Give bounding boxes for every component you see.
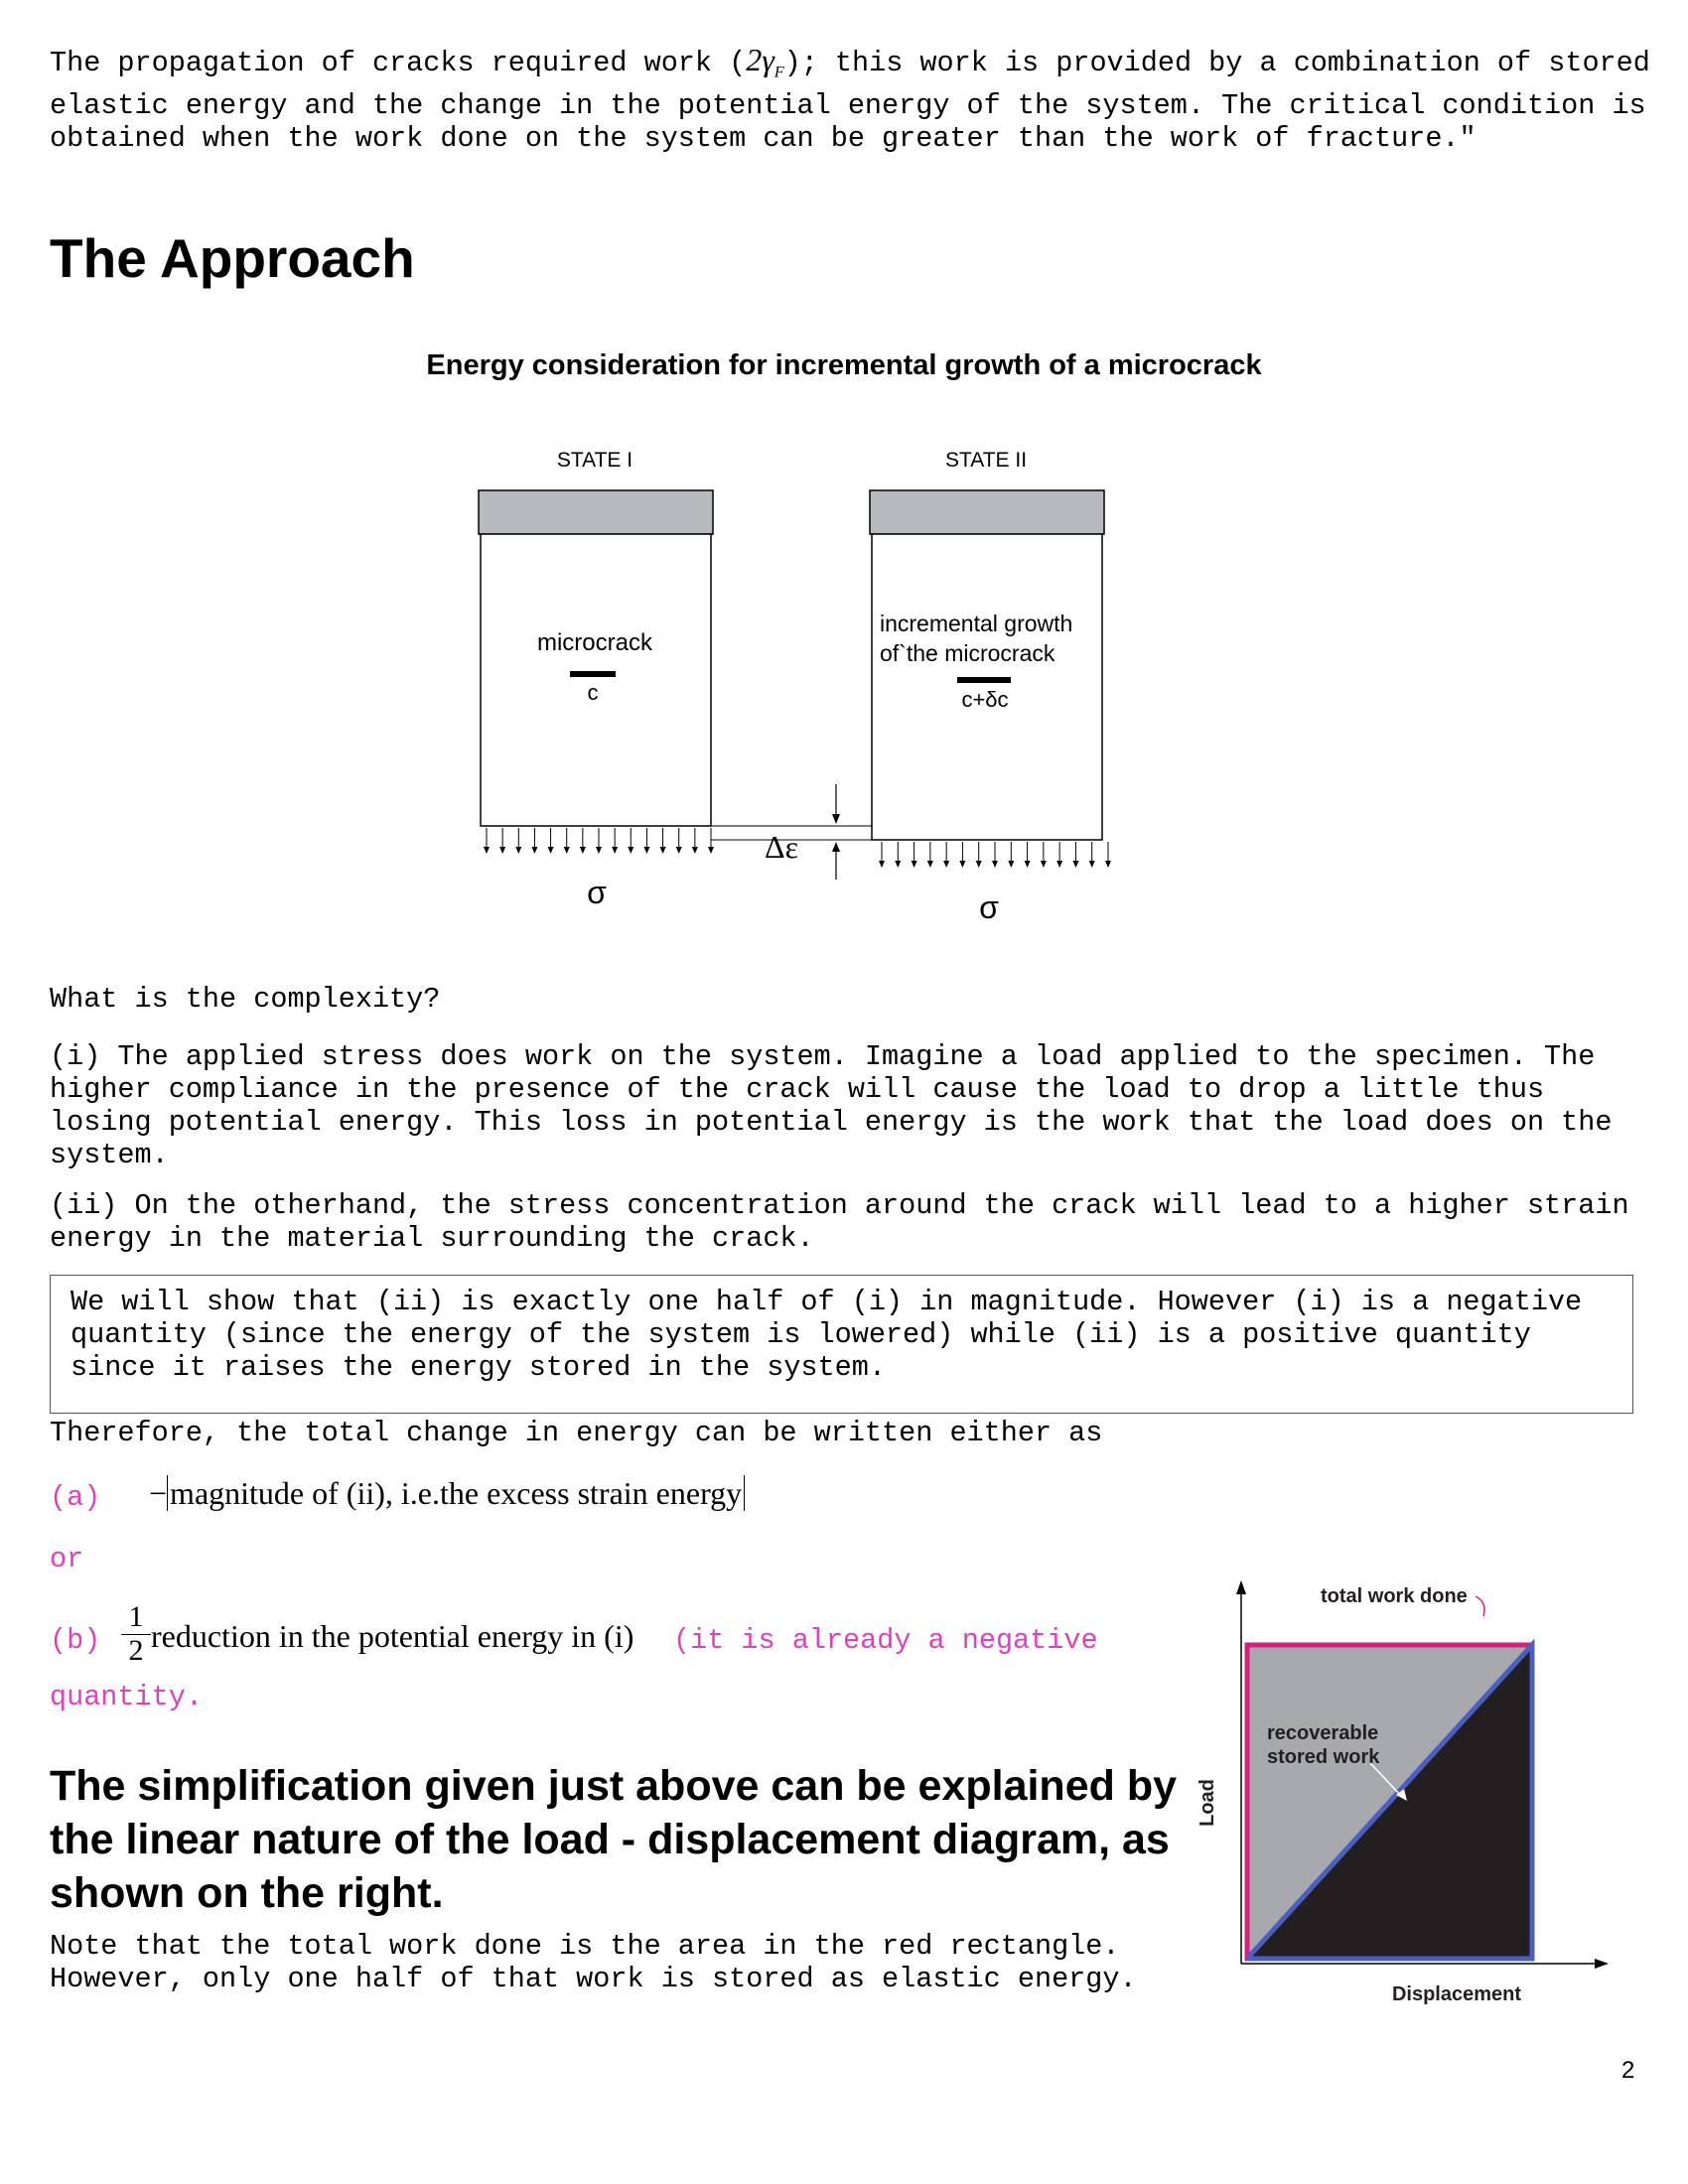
stress-arrow-head [1025,861,1031,868]
stress-arrow-head [959,861,965,868]
growth-label-line2: of`the microcrack [880,640,1055,666]
option-a-text: magnitude of (ii), i.e.the excess strain energy [167,1475,745,1511]
fraction-numerator: 1 [121,1600,151,1635]
stress-arrow-head [912,861,917,868]
recoverable-label-line1: recoverable [1267,1722,1379,1744]
stress-arrow-head [484,847,490,854]
grown-crack-mark [957,677,1011,683]
option-a-expression [149,1475,745,1512]
state1-stress-arrows [484,828,714,854]
state2-label: STATE II [944,449,1028,472]
stress-arrow-head [548,847,554,854]
stress-arrow-head [1041,861,1047,868]
work-note: Note that the total work done is the area in the red rectangle. However, only one half of that work is stored as elastic energy. [50,1930,1137,1995]
stress-arrow-head [564,847,570,854]
sigma1-label: σ [587,875,607,910]
total-work-label: total work done [1321,1585,1468,1607]
minus-sign: − [149,1475,168,1511]
figure-caption: Energy consideration for incremental growth of a microcrack [426,349,1262,381]
microcrack-mark [570,671,616,677]
microcrack-diagram [0,0,1688,973]
option-b-label: (b) [50,1624,101,1657]
load-displacement-diagram [1172,1569,1628,2005]
stress-arrow-head [927,861,933,868]
stress-arrow-head [1056,861,1062,868]
microcrack-label: microcrack [536,629,653,656]
boxed-text: We will show that (ii) is exactly one half of (i) in magnitude. However (i) is a negative quantity (since the energy of the system is lowered) while (ii) is a positive quantity since it raises the energy stored in the system. [70,1286,1600,1384]
simplification-statement: The simplification given just above can be explained by the linear nature of the load - displacement diagram, as shown on the right. [50,1762,1178,1917]
stress-arrow-head [1089,861,1095,868]
x-axis-arrow [1595,1959,1609,1969]
or-label: or [50,1543,84,1575]
stress-arrow-head [708,847,714,854]
stress-arrow-head [612,847,618,854]
stress-arrow-head [692,847,698,854]
option-b-expression: reduction in the potential energy in (i) [151,1618,634,1654]
stress-arrow-head [499,847,505,854]
crack-c2-label: c+δc [961,687,1009,712]
y-axis-arrow [1236,1580,1246,1594]
intro-before: The propagation of cracks required work ( [50,47,747,79]
stress-arrow-head [943,861,949,868]
growth-label-line1: incremental growth [880,611,1073,636]
option-b-note: (it is already a negative [673,1624,1098,1657]
stress-arrow-head [879,861,885,868]
boxed-statement [50,1275,1633,1414]
state1-label: STATE I [556,449,633,472]
stress-arrow-head [515,847,521,854]
stress-arrow-head [1008,861,1014,868]
point-i-paragraph: (i) The applied stress does work on the system. Imagine a load applied to the specimen. The higher compliance in the presence of the crack will cause the load to drop a little thus losing potential energy. This loss in potential energy is the work that the load does on the system. [50,1040,1629,1171]
stress-arrow-head [1072,861,1078,868]
y-axis-label: Load [1196,1779,1218,1827]
one-half-fraction [121,1600,151,1667]
stress-arrow-head [676,847,682,854]
option-b-note-continued: quantity. [50,1681,203,1713]
fraction-denominator: 2 [128,1634,144,1667]
x-axis-label: Displacement [1391,1983,1522,2005]
stress-arrow-head [976,861,982,868]
state1-grip [479,490,713,534]
stress-arrow-head [580,847,586,854]
gamma-symbol: 2γ [746,42,774,77]
page-number: 2 [1621,2057,1635,2084]
stress-arrow-head [628,847,633,854]
stress-arrow-head [531,847,537,854]
stress-arrow-head [643,847,649,854]
stress-arrow-head [660,847,666,854]
stress-arrow-head [1105,861,1111,868]
intro-after: ); this work is provided by a combination of stored elastic energy and the change in the potential energy of the system. The critical condition is obtained when the work done on the system can be greater than the work of fracture." [50,47,1667,155]
gamma-subscript: F [774,64,784,81]
stress-arrow-head [992,861,998,868]
crack-c-label: c [587,680,599,705]
complexity-question: What is the complexity? [50,983,441,1016]
option-a-label: (a) [50,1481,101,1514]
therefore-line: Therefore, the total change in energy can be written either as [50,1417,1103,1449]
sigma2-label: σ [979,889,999,925]
stress-arrow-head [596,847,602,854]
section-heading: The Approach [50,227,415,289]
point-ii-paragraph: (ii) On the otherhand, the stress concentration around the crack will lead to a higher strain energy in the material surrounding the crack. [50,1189,1646,1255]
state2-stress-arrows [879,842,1111,868]
recoverable-label-line2: stored work [1267,1746,1380,1768]
delta-epsilon-label: Δε [765,829,799,865]
stress-arrow-head [895,861,901,868]
state2-grip [870,490,1104,534]
